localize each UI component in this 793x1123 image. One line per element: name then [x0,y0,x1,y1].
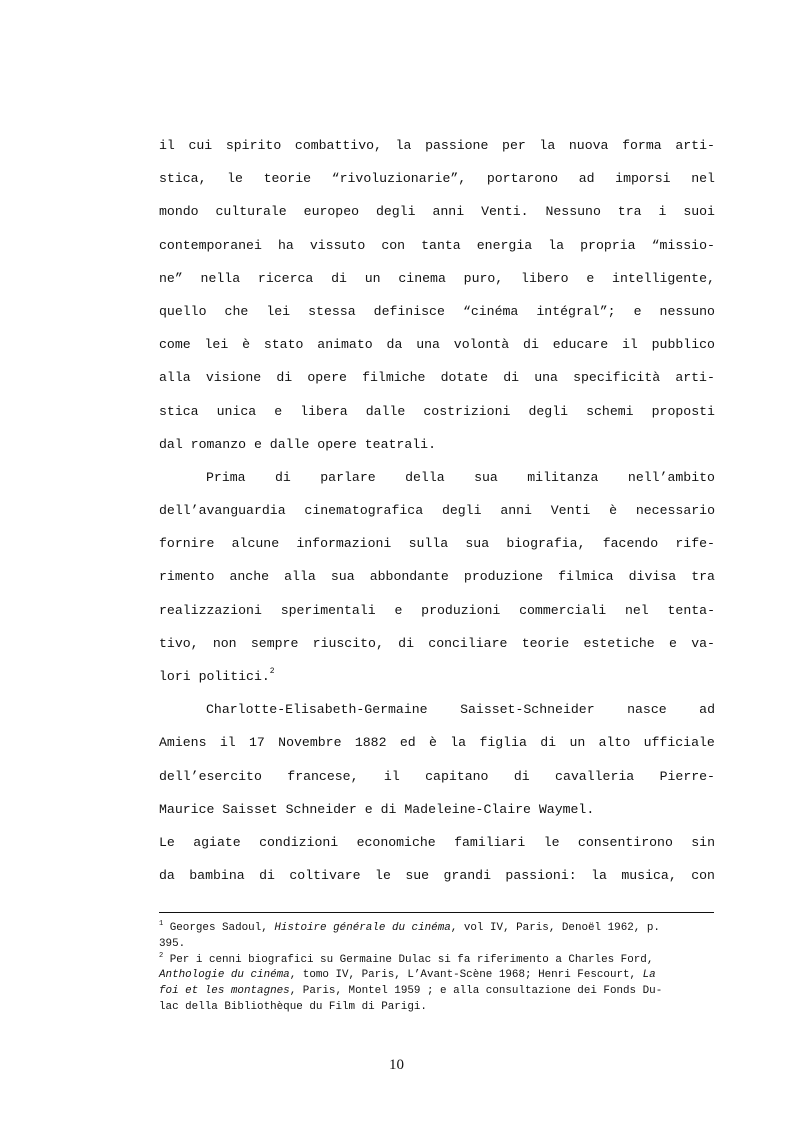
word: alla [159,370,191,386]
word: da [386,337,403,353]
word: come [159,337,191,353]
word: vissuto [309,237,366,253]
word: dalle [365,403,406,419]
word: estetiche [583,635,655,651]
word: figlia [479,735,527,751]
text-line [159,627,715,660]
word: un [569,735,586,751]
word: degli [375,204,416,220]
word: nel [691,171,715,187]
word: animato [317,337,373,353]
word: produzioni [421,602,501,618]
word: ha [277,237,294,253]
word: opere [307,370,347,386]
word: degli [441,503,482,519]
word: Pierre- [659,768,715,784]
word: “cinéma [462,303,519,319]
word: stica [159,403,199,419]
word: fornire [159,536,215,552]
word: le [375,868,391,884]
word: militanza [527,469,599,485]
page-number: 10 [389,1057,404,1073]
word: educare [552,337,609,353]
word: ad [578,171,595,187]
word: è [609,503,618,519]
word: sulla [408,536,449,552]
word: alcune [231,536,280,552]
word: libera [300,403,348,419]
word: dell’avanguardia [159,503,286,519]
text-line [159,461,715,494]
word: teorie [263,171,312,187]
word: tenta- [667,602,715,618]
text-line [159,162,715,195]
word: nasce [627,702,667,718]
text-line [159,195,715,228]
word: necessario [635,503,715,519]
footnote-text: , Paris, Montel 1959 ; e alla consultazione dei Fonds Du- [289,985,663,998]
text-line [159,594,715,627]
word: anche [229,569,270,585]
word: cinematografica [304,503,424,519]
text-line: dal romanzo e dalle opere teatrali. [159,436,436,452]
word: agiate [193,834,241,850]
word: degli [528,403,569,419]
word: tra [617,204,642,220]
word: intégral”; [536,303,616,319]
word: il [219,735,236,751]
word: cui [188,138,213,153]
word: musica, [621,868,677,884]
word: Charlotte-Elisabeth-Germaine [206,702,428,718]
word: di [513,768,530,784]
footnote-title: foi et les montagnes [159,985,290,998]
word: grandi [443,868,491,884]
word: sempre [250,635,299,651]
word: ed [399,735,416,751]
word: culturale [215,204,287,220]
footnote-text: Per i cenni biografici su Germaine Dulac si fa riferimento a Charles Ford, [163,953,654,966]
word: divisa [628,569,677,585]
word: Le [159,834,175,850]
word: capitano [425,768,489,784]
word: tra [691,569,715,585]
word: suoi [683,204,715,220]
word: ricerca [257,270,314,286]
word: non [212,635,237,651]
word: le [227,171,243,187]
word: anni [432,204,465,220]
footnote-title: La [642,969,656,982]
text-line [159,262,715,295]
word: tivo, [159,635,199,651]
word: nella [200,270,241,286]
word: la [539,138,556,153]
text-line [159,859,715,892]
footnote-title: Histoire générale du cinéma [274,922,451,934]
word: alto [598,735,631,751]
word: per [502,138,526,153]
word: lei [266,303,291,319]
word: coltivare [289,868,361,884]
word: sua [474,469,498,485]
footnote-reference[interactable]: 2 [269,667,275,676]
word: libero [521,270,569,286]
footnote-text: , vol IV, Paris, Denoël 1962, p. [450,922,660,934]
word: unica [216,403,257,419]
text-line [159,826,715,859]
word: biografia, [506,536,586,552]
word: dell’esercito [159,768,262,784]
word: bambina [189,868,245,884]
text-line [159,328,715,361]
word: quello [159,303,207,319]
word: nuova [568,138,609,153]
word: passioni: [505,868,577,884]
word: riuscito, [312,635,384,651]
word: costrizioni [423,403,511,419]
footnote-line [159,968,715,984]
text-line [159,361,715,394]
word: consentirono [577,834,673,850]
word: anni [500,503,532,519]
word: una [416,337,440,353]
text-line [159,760,715,793]
word: la [450,735,467,751]
word: ad [699,702,715,718]
word: nel [624,602,649,618]
word: di [276,370,293,386]
footnote-text: , tomo IV, Paris, L’Avant-Scène 1968; Henri Fescourt, [289,969,643,982]
word: commerciali [519,602,607,618]
word: le [543,834,560,850]
word: Saisset-Schneider [460,702,595,718]
word: un [364,270,381,286]
word: i [658,204,667,220]
footnotes [159,921,715,1016]
word: di [398,635,414,651]
word: contemporanei [159,237,262,253]
word: cavalleria [555,768,635,784]
word: Venti [550,503,591,519]
word: il [383,768,400,784]
text-line [159,494,715,527]
word: da [159,868,175,884]
word: e [668,635,677,651]
word: mondo [159,204,199,220]
body-text [159,129,715,892]
word: stato [263,337,304,353]
word: abbondante [369,569,449,585]
word: volontà [453,337,510,353]
paragraph-3 [159,693,715,826]
word: e [274,403,283,419]
text-line [159,660,715,693]
word: Nessuno [545,204,601,220]
footnote-line: 395. [159,937,186,950]
word: di [523,337,539,353]
word: Prima [206,469,246,485]
word: il [621,337,638,353]
word: 17 [249,735,265,751]
word: familiari [454,834,526,850]
word: europeo [303,204,360,220]
word: Novembre [278,735,342,751]
word: alla [284,569,316,585]
word: proposti [651,403,715,419]
word: puro, [463,270,504,286]
word: “rivoluzionarie”, [331,171,467,187]
word: è [242,337,251,353]
word: sperimentali [280,602,376,618]
word: di [331,270,347,286]
text-line: Maurice Saisset Schneider e di Madeleine-Claire Waymel. [159,801,595,817]
word: pubblico [651,337,715,353]
word: della [405,469,445,485]
word: e [394,602,403,618]
word: sue [405,868,430,884]
word: 1882 [354,735,387,751]
word: con [381,237,406,253]
word: stessa [308,303,356,319]
word: e [633,303,642,319]
footnote-separator [159,912,714,913]
word: va- [691,635,715,651]
word: che [224,303,249,319]
word: forma [622,138,662,153]
word: cinema [398,270,446,286]
text-line [159,726,715,759]
word: portarono [486,171,559,187]
word: sua [465,536,490,552]
word: di [540,735,557,751]
word: spirito [225,138,282,153]
paragraph-4 [159,826,715,892]
word: con [691,868,715,884]
word: di [503,370,520,386]
text-line [159,295,715,328]
word: la [548,237,565,253]
word: filmiche [362,370,426,386]
word: filmica [558,569,614,585]
footnote-line [159,921,715,937]
word: dotate [440,370,489,386]
word: arti- [675,138,715,153]
word: stica, [159,171,207,187]
paragraph-1 [159,129,715,461]
word: tanta [421,237,461,253]
word: ne” [159,270,183,286]
text-line [159,229,715,262]
word: ufficiale [643,735,715,751]
word: realizzazioni [159,602,262,618]
footnote-line [159,984,715,1000]
text-line [159,560,715,593]
footnote-line: lac della Bibliothèque du Film di Parigi. [159,1000,427,1013]
word: energia [476,237,533,253]
word: definisce [373,303,445,319]
text-line [159,527,715,560]
word: Venti. [481,204,529,220]
footnote-line [159,953,715,969]
word: teorie [521,635,570,651]
word: visione [205,370,262,386]
footnote-title: Anthologie du cinéma [159,969,290,982]
word: arti- [675,370,715,386]
word: rife- [675,536,715,552]
word: sua [330,569,355,585]
word: economiche [356,834,436,850]
word: specificità [573,370,661,386]
word: conciliare [428,635,508,651]
word: schemi [586,403,634,419]
word: il [159,138,175,153]
word: Amiens [159,735,207,751]
word: la [395,138,412,153]
word: parlare [320,469,376,485]
word: imporsi [615,171,671,187]
footnote-text: Georges Sadoul, [163,922,275,934]
text-line [159,693,715,726]
word: è [429,735,437,751]
word: intelligente, [612,270,715,286]
word: propria [580,237,636,253]
word: facendo [602,536,659,552]
word: “missio- [651,237,715,253]
text-line [159,129,715,162]
word: di [259,868,275,884]
footnote-number: 1 [159,920,164,928]
text-line [159,395,715,428]
text-span: lori politici. [159,669,270,684]
word: sin [691,834,715,850]
word: francese, [287,768,359,784]
word: nell’ambito [627,469,715,485]
word: nessuno [659,303,715,319]
word: e [586,270,595,286]
footnote-2 [159,953,715,1016]
word: informazioni [296,536,392,552]
word: la [591,868,607,884]
word: produzione [463,569,544,585]
footnote-1 [159,921,715,953]
word: lei [204,337,229,353]
word: condizioni [259,834,339,850]
footnote-number: 2 [159,951,164,960]
paragraph-2 [159,461,715,693]
word: combattivo, [294,138,382,153]
word: una [534,370,558,386]
word: passione [425,138,489,153]
word: rimento [159,569,215,585]
word: di [275,469,291,485]
